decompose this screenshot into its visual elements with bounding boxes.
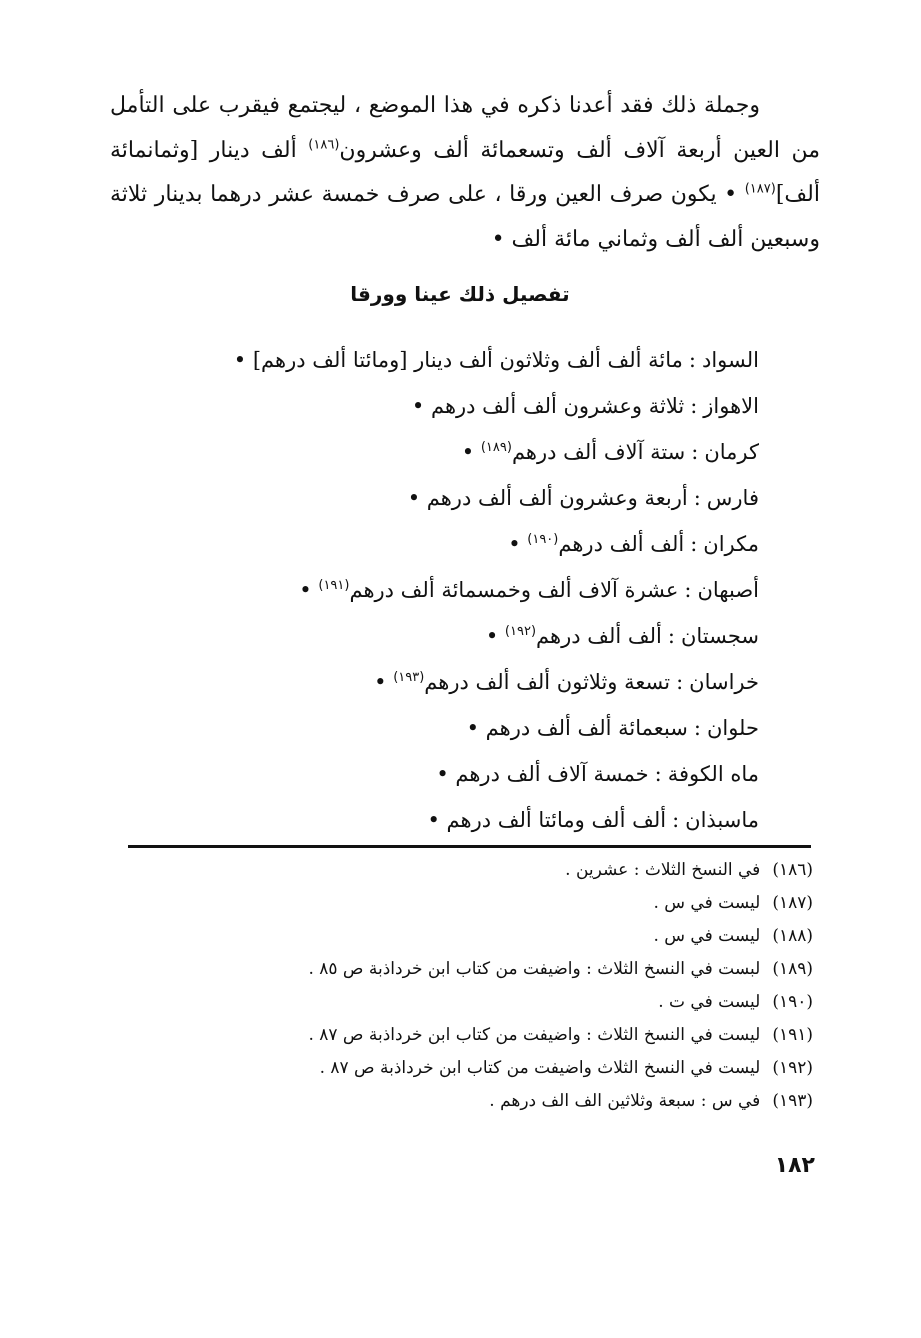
separator: : [690, 532, 698, 556]
separator: : [691, 440, 699, 464]
footnote-text: ليست في ت . [658, 992, 761, 1012]
footnote-text: في النسخ الثلاث : عشرين . [565, 860, 761, 880]
list-item [139, 751, 759, 797]
list-item [139, 383, 759, 429]
list-item [139, 659, 759, 705]
region-amount: عشرة آلاف ألف وخمسمائة ألف درهم [349, 578, 679, 602]
footnote-text: في س : سبعة وثلاثين الف الف درهم . [489, 1091, 761, 1111]
region-name: ماه الكوفة [667, 762, 759, 786]
region-name: سجستان [680, 624, 759, 648]
region-name: كرمان [704, 440, 759, 464]
region-amount: ستة آلاف ألف درهم [511, 440, 686, 464]
intro-text-part3: • يكون صرف العين ورقا ، على صرف خمسة عشر درهما بدينار ثلاثة وسبعين ألف ألف وثماني مائة ألف • [110, 182, 820, 252]
region-end: • [299, 578, 319, 602]
separator: : [654, 762, 662, 786]
intro-text-part2: ألف دينار [وثمانمائة ألف] [110, 137, 820, 207]
footnote-ref: (١٩٠) [527, 532, 559, 547]
footnote [113, 953, 813, 986]
intro-paragraph [110, 84, 820, 262]
footnote-text: لبست في النسخ الثلاث : واضيفت من كتاب ابن خرداذبة ص ٨٥ . [308, 959, 761, 979]
intro-text-part1: وجملة ذلك فقد أعدنا ذكره في هذا الموضع ، ليجتمع فيقرب على التأمل من العين أربعة آلاف ألف وتسعمائة ألف وعشرون [110, 93, 820, 163]
separator: : [672, 808, 680, 832]
separator: : [693, 486, 701, 510]
footnote-number: (١٨٦) [772, 860, 813, 880]
region-amount: مائة ألف ألف وثلاثون ألف دينار [ومائتا ألف درهم] • [233, 348, 683, 372]
region-end: • [508, 532, 528, 556]
separator: : [676, 670, 684, 694]
footnote [113, 986, 813, 1019]
list-item [139, 521, 759, 567]
footnote-text: ليست في س . [653, 893, 761, 913]
footnote [113, 1019, 813, 1052]
separator: : [667, 624, 675, 648]
separator: : [690, 394, 698, 418]
region-amount: أربعة وعشرون ألف ألف درهم • [407, 486, 688, 510]
section-title: تفصيل ذلك عينا وورقا [350, 282, 570, 306]
footnote-number: (١٨٩) [772, 959, 813, 979]
region-end: • [461, 440, 481, 464]
region-name: الاهواز [703, 394, 759, 418]
list-item [139, 567, 759, 613]
region-end: • [485, 624, 505, 648]
footnote [113, 1085, 813, 1118]
region-name: خراسان [689, 670, 759, 694]
region-amount: ألف ألف درهم [536, 624, 662, 648]
page-number: ١٨٢ [774, 1153, 815, 1178]
region-name: أصبهان [697, 578, 759, 602]
separator: : [684, 578, 692, 602]
list-item [139, 613, 759, 659]
region-name: فارس [706, 486, 759, 510]
region-name: ماسبذان [685, 808, 759, 832]
region-amount: تسعة وثلاثون ألف ألف درهم [424, 670, 671, 694]
footnote-number: (١٩١) [772, 1025, 813, 1045]
list-item [139, 337, 759, 383]
list-item [139, 475, 759, 521]
region-end: • [374, 670, 394, 694]
footnote-ref-187: (١٨٧) [744, 181, 776, 197]
footnote-number: (١٨٧) [772, 893, 813, 913]
footnote-text: ليست في النسخ الثلاث واضيفت من كتاب ابن خرداذبة ص ٨٧ . [319, 1058, 761, 1078]
footnote-ref: (١٩٣) [393, 670, 425, 685]
list-item [139, 797, 759, 843]
region-amount: سبعمائة ألف ألف درهم • [466, 716, 688, 740]
footnote-number: (١٨٨) [772, 926, 813, 946]
list-item [139, 429, 759, 475]
region-amount: ألف ألف درهم [558, 532, 685, 556]
footnote-text: ليست في النسخ الثلاث : واضيفت من كتاب ابن خرداذبة ص ٨٧ . [308, 1025, 761, 1045]
regions-list [139, 337, 759, 843]
region-name: السواد [701, 348, 759, 372]
list-item [139, 705, 759, 751]
footnote [113, 887, 813, 920]
region-name: حلوان [706, 716, 759, 740]
footnote-divider [128, 845, 811, 848]
footnote-ref-186: (١٨٦) [308, 137, 340, 153]
region-amount: خمسة آلاف ألف درهم • [436, 762, 649, 786]
footnote-text: ليست في س . [653, 926, 761, 946]
footnote-number: (١٩٠) [772, 992, 813, 1012]
footnote-ref: (١٩١) [318, 578, 350, 593]
footnote-number: (١٩٢) [772, 1058, 813, 1078]
footnote [113, 854, 813, 887]
footnote-ref: (١٨٩) [480, 440, 512, 455]
region-amount: ألف ألف ومائتا ألف درهم • [427, 808, 667, 832]
footnote [113, 1052, 813, 1085]
region-name: مكران [703, 532, 759, 556]
footnote-number: (١٩٣) [772, 1091, 813, 1111]
separator: : [693, 716, 701, 740]
footnotes-list [113, 854, 813, 1118]
separator: : [688, 348, 696, 372]
region-amount: ثلاثة وعشرون ألف ألف درهم • [411, 394, 685, 418]
footnote-ref: (١٩٢) [504, 624, 537, 639]
footnote [113, 920, 813, 953]
